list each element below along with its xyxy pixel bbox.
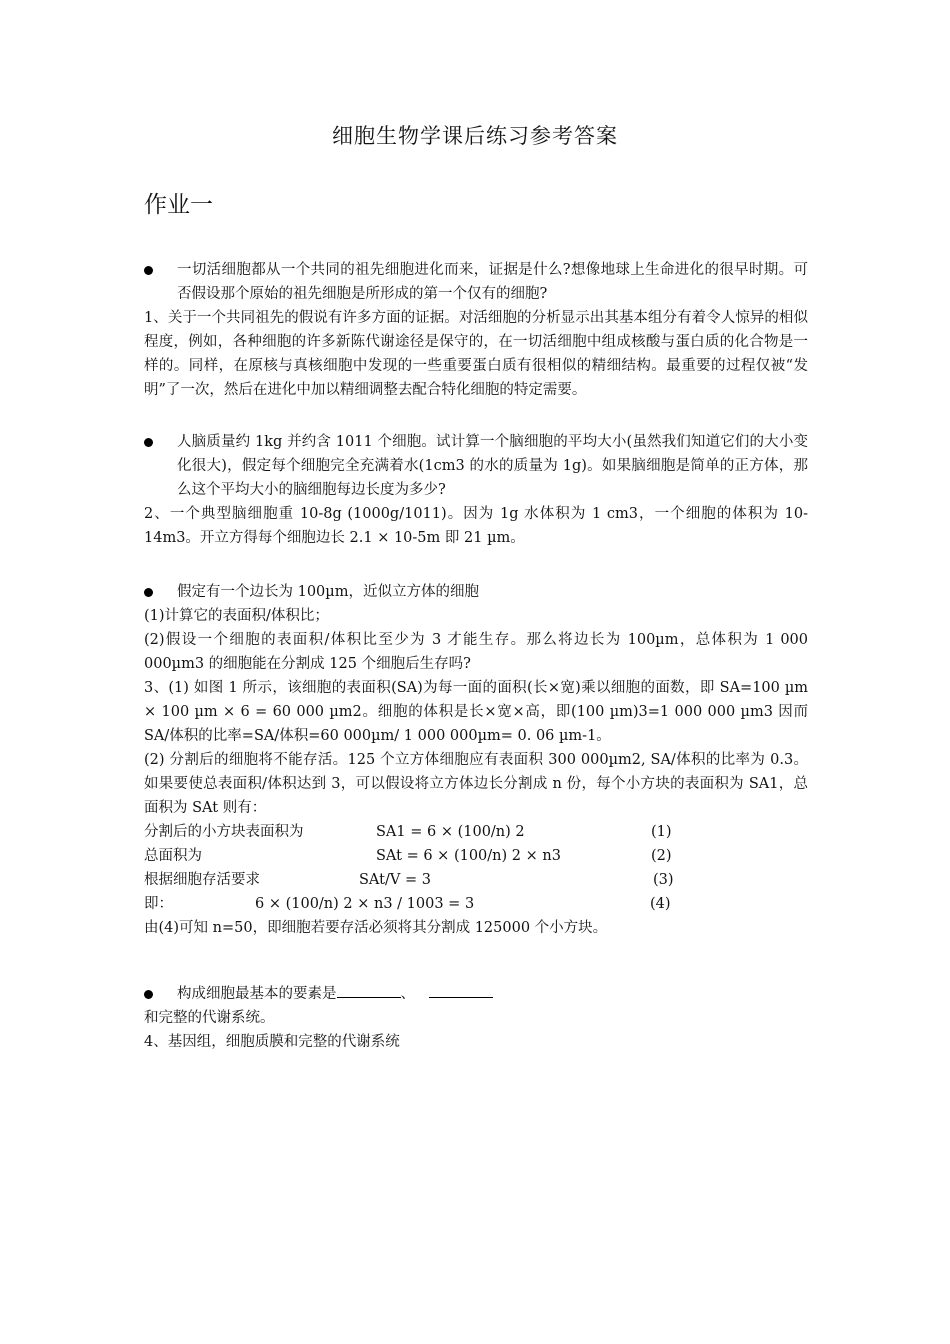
equation-expression: SAt = 6 × (100/n) 2 × n3 <box>376 848 561 864</box>
question-4-block <box>144 982 808 1054</box>
question-2-text: 人脑质量约 1kg 并约含 1011 个细胞。试计算一个脑细胞的平均大小(虽然我们知道它们的大小变化很大)，假定每个细胞完全充满着水(1cm3 的水的质量为 1g)。如果脑细胞是简单的正方体，那么这个平均大小的脑细胞每边长度为多少? <box>177 434 808 498</box>
equation-number: (4) <box>650 896 671 912</box>
equation-row <box>144 892 808 916</box>
answer-4-text: 4、基因组，细胞质膜和完整的代谢系统 <box>144 1034 400 1050</box>
question-4-text: 构成细胞最基本的要素是 <box>177 986 337 1002</box>
equation-label: 总面积为 <box>144 848 202 864</box>
question-1-text: 一切活细胞都从一个共同的祖先细胞进化而来，证据是什么?想像地球上生命进化的很早时期。可否假设那个原始的祖先细胞是所形成的第一个仅有的细胞? <box>177 262 808 302</box>
equation-expression: SAt/V = 3 <box>359 872 431 888</box>
bullet-icon <box>144 438 153 447</box>
answer-2-text: 2、一个典型脑细胞重 10-8g (1000g/1011)。因为 1g 水体积为 1 cm3，一个细胞的体积为 10-14m3。开立方得每个细胞边长 2.1 × 10-5m 即 21 µm。 <box>144 506 808 546</box>
equation-number: (2) <box>651 848 672 864</box>
section-heading: 作业一 <box>144 192 213 218</box>
equation-row <box>144 844 808 868</box>
question-3-text: 假定有一个边长为 100µm，近似立方体的细胞 <box>177 584 479 600</box>
answer-3-part-2: (2) 分割后的细胞将不能存活。125 个立方体细胞应有表面积 300 000µm2, SA/体积的比率为 0.3。如果要使总表面积/体积达到 3，可以假设将立方体边长分割成 n 份，每个小方块的表面积为 SA1，总面积为 SAt 则有： <box>144 752 808 816</box>
question-3-sub-1: (1)计算它的表面积/体积比； <box>144 608 329 624</box>
fill-blank-2 <box>429 982 493 998</box>
fill-blank-1 <box>337 982 401 998</box>
answer-3-part-1: 3、(1) 如图 1 所示，该细胞的表面积(SA)为每一面的面积(长×宽)乘以细胞的面数，即 SA=100 µm × 100 µm × 6 = 60 000 µm2。细胞的体积是长×宽×高，即(100 µm)3=1 000 000 µm3 因而 SA/体积的比率=SA/体积=60 000µm/ 1 000 000µm= 0. 06 µm-1。 <box>144 680 808 744</box>
equation-number: (1) <box>651 824 672 840</box>
equation-row <box>144 820 808 844</box>
blank-separator: 、 <box>400 986 415 1002</box>
bullet-icon <box>144 990 153 999</box>
question-3-block <box>144 580 808 940</box>
equation-expression: 6 × (100/n) 2 × n3 / 1003 = 3 <box>255 896 475 912</box>
document-title: 细胞生物学课后练习参考答案 <box>332 124 618 148</box>
bullet-icon <box>144 588 153 597</box>
answer-1-text: 1、关于一个共同祖先的假说有许多方面的证据。对活细胞的分析显示出其基本组分有着令人惊异的相似程度，例如，各种细胞的许多新陈代谢途径是保守的，在一切活细胞中组成核酸与蛋白质的化合物是一样的。同样，在原核与真核细胞中发现的一些重要蛋白质有很相似的精细结构。最重要的过程仅被“发明”了一次，然后在进化中加以精细调整去配合特化细胞的特定需要。 <box>144 310 808 398</box>
equation-label: 即： <box>144 896 173 912</box>
question-1-block <box>144 258 808 402</box>
bullet-icon <box>144 266 153 275</box>
question-2-block <box>144 430 808 550</box>
question-4-end-text: 和完整的代谢系统。 <box>144 1010 275 1026</box>
question-3-sub-2: (2)假设一个细胞的表面积/体积比至少为 3 才能生存。那么将边长为 100µm，总体积为 1 000 000µm3 的细胞能在分割成 125 个细胞后生存吗? <box>144 632 808 672</box>
answer-3-conclusion: 由(4)可知 n=50，即细胞若要存活必须将其分割成 125000 个小方块。 <box>144 920 608 936</box>
equation-label: 分割后的小方块表面积为 <box>144 824 304 840</box>
equation-number: (3) <box>653 872 674 888</box>
equation-label: 根据细胞存活要求 <box>144 872 260 888</box>
equation-row <box>144 868 808 892</box>
equation-expression: SA1 = 6 × (100/n) 2 <box>376 824 525 840</box>
